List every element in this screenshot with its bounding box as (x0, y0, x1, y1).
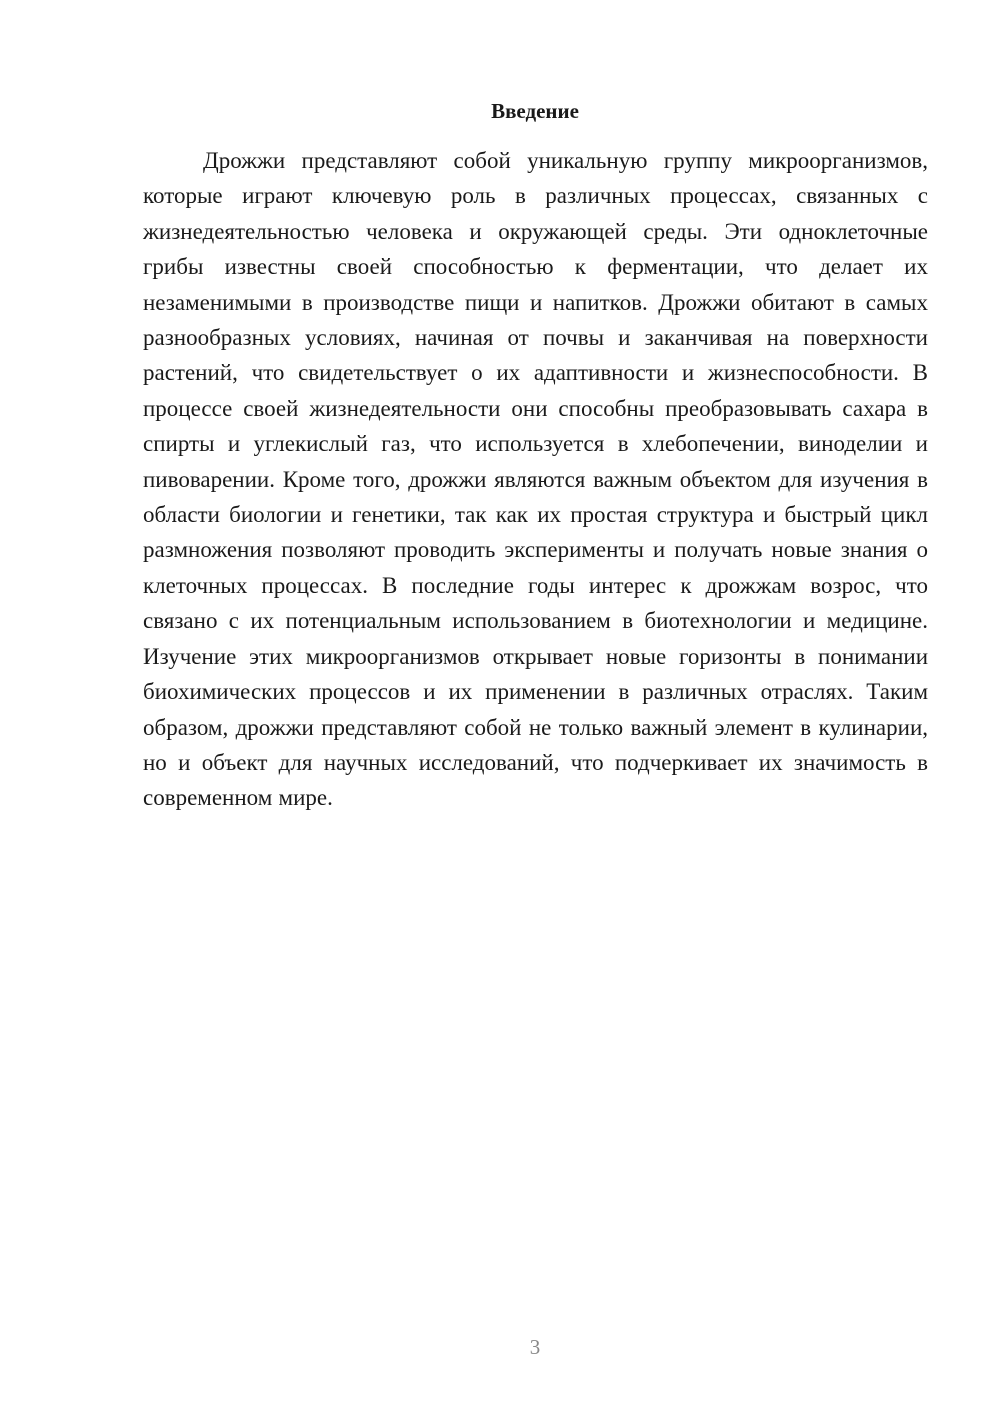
page-number: 3 (529, 1335, 541, 1359)
section-heading: Введение (491, 99, 579, 123)
body-paragraph: Дрожжи представляют собой уникальную группу микроорганизмов, которые играют ключевую роль в различных процессах, связанных с жизнедеятельностью человека и окружающей среды. Эти одноклеточные грибы известны своей способностью к ферментации, что делает их незаменимыми в производстве пищи и напитков. Дрожжи обитают в самых разнообразных условиях, начиная от почвы и заканчивая на поверхности растений, что свидетельствует о их адаптивности и жизнеспособности. В процессе своей жизнедеятельности они способны преобразовывать сахара в спирты и углекислый газ, что используется в хлебопечении, виноделии и пивоварении. Кроме того, дрожжи являются важным объектом для изучения в области биологии и генетики, так как их простая структура и быстрый цикл размножения позволяют проводить эксперименты и получать новые знания о клеточных процессах. В последние годы интерес к дрожжам возрос, что связано с их потенциальным использованием в биотехнологии и медицине. Изучение этих микроорганизмов открывает новые горизонты в понимании биохимических процессов и их применении в различных отраслях. Таким образом, дрожжи представляют собой не только важный элемент в кулинарии, но и объект для научных исследований, что подчеркивает их значимость в современном мире. (143, 148, 928, 811)
